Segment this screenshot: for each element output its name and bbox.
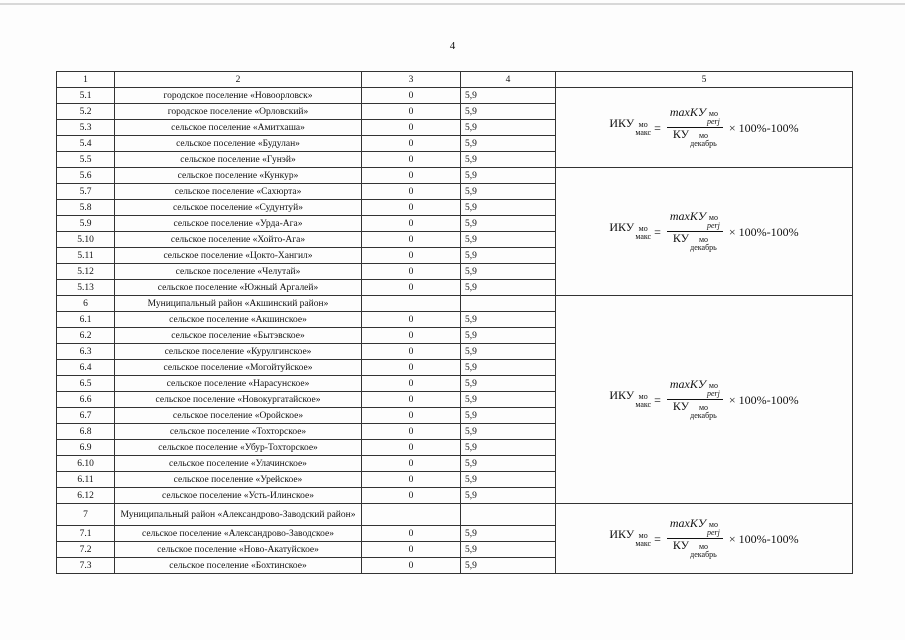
district-name: Муниципальный район «Акшинский район» <box>115 296 362 312</box>
value-col3: 0 <box>362 168 461 184</box>
settlement-name: сельское поселение «Ново-Акатуйское» <box>115 542 362 558</box>
settlement-name: сельское поселение «Александрово-Заводское» <box>115 526 362 542</box>
district-heading-row <box>57 296 853 312</box>
district-heading-row <box>57 504 853 526</box>
row-number: 5.2 <box>57 104 115 120</box>
settlement-name: сельское поселение «Могойтуйское» <box>115 360 362 376</box>
value-col3: 0 <box>362 104 461 120</box>
formula-num-sub: perj <box>706 221 720 230</box>
formula-den-sub: декабрь <box>690 550 717 559</box>
row-number: 6.2 <box>57 328 115 344</box>
value-col4: 5,9 <box>461 344 556 360</box>
row-number: 7.3 <box>57 558 115 574</box>
formula-tail: × 100%-100% <box>728 120 799 135</box>
formula-den-sub: декабрь <box>690 411 717 420</box>
value-col4: 5,9 <box>461 280 556 296</box>
row-number: 5.3 <box>57 120 115 136</box>
value-col3: 0 <box>362 472 461 488</box>
formula-denominator <box>673 128 717 148</box>
settlement-name: сельское поселение «Тохторское» <box>115 424 362 440</box>
value-col4: 5,9 <box>461 232 556 248</box>
settlement-name: сельское поселение «Убур-Тохторское» <box>115 440 362 456</box>
row-number: 5.12 <box>57 264 115 280</box>
value-col3: 0 <box>362 456 461 472</box>
row-number: 6.7 <box>57 408 115 424</box>
value-col3: 0 <box>362 376 461 392</box>
value-col4: 5,9 <box>461 456 556 472</box>
settlement-name: сельское поселение «Урда-Ага» <box>115 216 362 232</box>
value-col3: 0 <box>362 344 461 360</box>
row-number: 5.5 <box>57 152 115 168</box>
settlement-name: сельское поселение «Будулан» <box>115 136 362 152</box>
formula-lhs <box>609 529 651 548</box>
value-col3: 0 <box>362 328 461 344</box>
value-col4: 5,9 <box>461 136 556 152</box>
value-col3: 0 <box>362 200 461 216</box>
formula-denominator <box>673 400 717 420</box>
scan-edge-line <box>0 3 905 5</box>
formula-lhs-sub: макс <box>635 128 652 137</box>
value-col3: 0 <box>362 280 461 296</box>
row-number: 6.6 <box>57 392 115 408</box>
settlement-name: городское поселение «Новоорловск» <box>115 88 362 104</box>
formula-cell <box>556 504 853 574</box>
value-col3: 0 <box>362 152 461 168</box>
formula-lhs-main: ИКУ <box>609 527 635 541</box>
row-number: 6 <box>57 296 115 312</box>
formula <box>556 107 852 148</box>
formula-fraction <box>667 211 723 252</box>
formula-den-sub: декабрь <box>690 243 717 252</box>
empty-cell <box>461 296 556 312</box>
row-number: 6.12 <box>57 488 115 504</box>
formula-equals: = <box>654 531 661 546</box>
formula-tail: × 100%-100% <box>728 392 799 407</box>
settlement-name: сельское поселение «Челутай» <box>115 264 362 280</box>
formula-tail: × 100%-100% <box>728 531 799 546</box>
formula-num-sub: perj <box>706 389 720 398</box>
settlement-name: сельское поселение «Нарасунское» <box>115 376 362 392</box>
formula-lhs-sup: мо <box>638 120 648 129</box>
formula-num-sup: мо <box>708 520 718 529</box>
settlement-name: городское поселение «Орловский» <box>115 104 362 120</box>
formula-fraction <box>667 518 723 559</box>
value-col3: 0 <box>362 408 461 424</box>
formula-cell <box>556 168 853 296</box>
formula-num-sup: мо <box>708 381 718 390</box>
value-col3: 0 <box>362 120 461 136</box>
formula-tail: × 100%-100% <box>728 224 799 239</box>
settlement-name: сельское поселение «Бытэвское» <box>115 328 362 344</box>
formula-lhs-main: ИКУ <box>609 388 635 402</box>
value-col4: 5,9 <box>461 216 556 232</box>
value-col3: 0 <box>362 248 461 264</box>
row-number: 7.2 <box>57 542 115 558</box>
row-number: 5.10 <box>57 232 115 248</box>
value-col4: 5,9 <box>461 120 556 136</box>
value-col4: 5,9 <box>461 542 556 558</box>
formula-num-sup: мо <box>708 109 718 118</box>
value-col3: 0 <box>362 440 461 456</box>
value-col3: 0 <box>362 424 461 440</box>
formula-lhs-sub: макс <box>635 232 652 241</box>
formula-lhs-sup: мо <box>638 392 648 401</box>
table-row <box>57 88 853 104</box>
value-col4: 5,9 <box>461 376 556 392</box>
row-number: 7.1 <box>57 526 115 542</box>
value-col4: 5,9 <box>461 440 556 456</box>
value-col4: 5,9 <box>461 558 556 574</box>
settlement-name: сельское поселение «Сахюрта» <box>115 184 362 200</box>
value-col3: 0 <box>362 216 461 232</box>
formula-fraction <box>667 107 723 148</box>
settlement-name: сельское поселение «Улачинское» <box>115 456 362 472</box>
formula-numerator <box>667 379 723 400</box>
settlement-name: сельское поселение «Судунтуй» <box>115 200 362 216</box>
value-col3: 0 <box>362 542 461 558</box>
settlement-name: сельское поселение «Новокургатайское» <box>115 392 362 408</box>
value-col3: 0 <box>362 526 461 542</box>
formula-den-main: КУ <box>672 538 690 552</box>
table-header-row <box>57 72 853 88</box>
formula-numerator <box>667 107 723 128</box>
formula-den-sup: мо <box>698 235 709 244</box>
value-col4: 5,9 <box>461 152 556 168</box>
value-col3: 0 <box>362 88 461 104</box>
formula-lhs <box>609 390 651 409</box>
formula-num-main: maxKУ <box>669 209 706 223</box>
formula-equals: = <box>654 224 661 239</box>
row-number: 5.13 <box>57 280 115 296</box>
value-col4: 5,9 <box>461 360 556 376</box>
row-number: 5.4 <box>57 136 115 152</box>
header-cell: 5 <box>556 72 853 88</box>
value-col4: 5,9 <box>461 328 556 344</box>
value-col4: 5,9 <box>461 408 556 424</box>
formula-den-sup: мо <box>698 403 709 412</box>
row-number: 6.11 <box>57 472 115 488</box>
value-col4: 5,9 <box>461 312 556 328</box>
formula-lhs-main: ИКУ <box>609 116 635 130</box>
settlement-name: сельское поселение «Урейское» <box>115 472 362 488</box>
formula-lhs <box>609 118 651 137</box>
value-col3: 0 <box>362 312 461 328</box>
row-number: 5.6 <box>57 168 115 184</box>
formula-fraction <box>667 379 723 420</box>
row-number: 6.4 <box>57 360 115 376</box>
settlement-name: сельское поселение «Цокто-Хангил» <box>115 248 362 264</box>
formula-lhs-sub: макс <box>635 400 652 409</box>
value-col4: 5,9 <box>461 104 556 120</box>
value-col3: 0 <box>362 184 461 200</box>
settlement-name: сельское поселение «Амитхаша» <box>115 120 362 136</box>
formula-numerator <box>667 211 723 232</box>
value-col3: 0 <box>362 232 461 248</box>
formula-equals: = <box>654 120 661 135</box>
table-row <box>57 168 853 184</box>
formula-denominator <box>673 232 717 252</box>
value-col3: 0 <box>362 558 461 574</box>
formula <box>556 211 852 252</box>
value-col4: 5,9 <box>461 488 556 504</box>
header-cell: 1 <box>57 72 115 88</box>
formula-equals: = <box>654 392 661 407</box>
value-col3: 0 <box>362 488 461 504</box>
formula-denominator <box>673 539 717 559</box>
formula-num-sub: perj <box>706 117 720 126</box>
formula <box>556 379 852 420</box>
value-col4: 5,9 <box>461 424 556 440</box>
value-col4: 5,9 <box>461 168 556 184</box>
settlement-name: сельское поселение «Усть-Илинское» <box>115 488 362 504</box>
row-number: 5.9 <box>57 216 115 232</box>
formula-lhs-sup: мо <box>638 531 648 540</box>
formula-num-sup: мо <box>708 213 718 222</box>
settlement-name: сельское поселение «Южный Аргалей» <box>115 280 362 296</box>
formula-numerator <box>667 518 723 539</box>
value-col3: 0 <box>362 136 461 152</box>
settlement-name: сельское поселение «Акшинское» <box>115 312 362 328</box>
formula-lhs-sub: макс <box>635 539 652 548</box>
settlement-name: сельское поселение «Гунэй» <box>115 152 362 168</box>
value-col3: 0 <box>362 264 461 280</box>
value-col3: 0 <box>362 392 461 408</box>
formula-num-main: maxKУ <box>669 377 706 391</box>
settlement-name: сельское поселение «Хойто-Ага» <box>115 232 362 248</box>
row-number: 6.5 <box>57 376 115 392</box>
row-number: 6.1 <box>57 312 115 328</box>
row-number: 7 <box>57 504 115 526</box>
empty-cell <box>461 504 556 526</box>
empty-cell <box>362 296 461 312</box>
value-col4: 5,9 <box>461 472 556 488</box>
header-cell: 4 <box>461 72 556 88</box>
value-col3: 0 <box>362 360 461 376</box>
row-number: 5.7 <box>57 184 115 200</box>
row-number: 6.3 <box>57 344 115 360</box>
formula-lhs-main: ИКУ <box>609 220 635 234</box>
settlement-name: сельское поселение «Оройское» <box>115 408 362 424</box>
header-cell: 2 <box>115 72 362 88</box>
table-body <box>57 72 853 574</box>
formula-lhs-sup: мо <box>638 224 648 233</box>
header-cell: 3 <box>362 72 461 88</box>
formula-den-sup: мо <box>698 542 709 551</box>
empty-cell <box>362 504 461 526</box>
formula-lhs <box>609 222 651 241</box>
district-name: Муниципальный район «Александрово-Заводский район» <box>115 504 362 526</box>
settlement-name: сельское поселение «Бохтинское» <box>115 558 362 574</box>
row-number: 6.9 <box>57 440 115 456</box>
page-number: 4 <box>449 40 456 52</box>
row-number: 5.11 <box>57 248 115 264</box>
value-col4: 5,9 <box>461 88 556 104</box>
value-col4: 5,9 <box>461 526 556 542</box>
formula-cell <box>556 296 853 504</box>
value-col4: 5,9 <box>461 264 556 280</box>
value-col4: 5,9 <box>461 392 556 408</box>
formula-num-sub: perj <box>706 528 720 537</box>
row-number: 6.10 <box>57 456 115 472</box>
formula-cell <box>556 88 853 168</box>
value-col4: 5,9 <box>461 184 556 200</box>
row-number: 6.8 <box>57 424 115 440</box>
settlement-name: сельское поселение «Курулгинское» <box>115 344 362 360</box>
data-table <box>56 71 853 574</box>
formula-den-main: КУ <box>672 231 690 245</box>
formula-den-main: КУ <box>672 127 690 141</box>
value-col4: 5,9 <box>461 248 556 264</box>
value-col4: 5,9 <box>461 200 556 216</box>
formula-den-main: КУ <box>672 399 690 413</box>
formula-den-sub: декабрь <box>690 139 717 148</box>
formula <box>556 518 852 559</box>
formula-den-sup: мо <box>698 131 709 140</box>
row-number: 5.8 <box>57 200 115 216</box>
row-number: 5.1 <box>57 88 115 104</box>
formula-num-main: maxKУ <box>669 516 706 530</box>
settlement-name: сельское поселение «Кункур» <box>115 168 362 184</box>
formula-num-main: maxKУ <box>669 105 706 119</box>
